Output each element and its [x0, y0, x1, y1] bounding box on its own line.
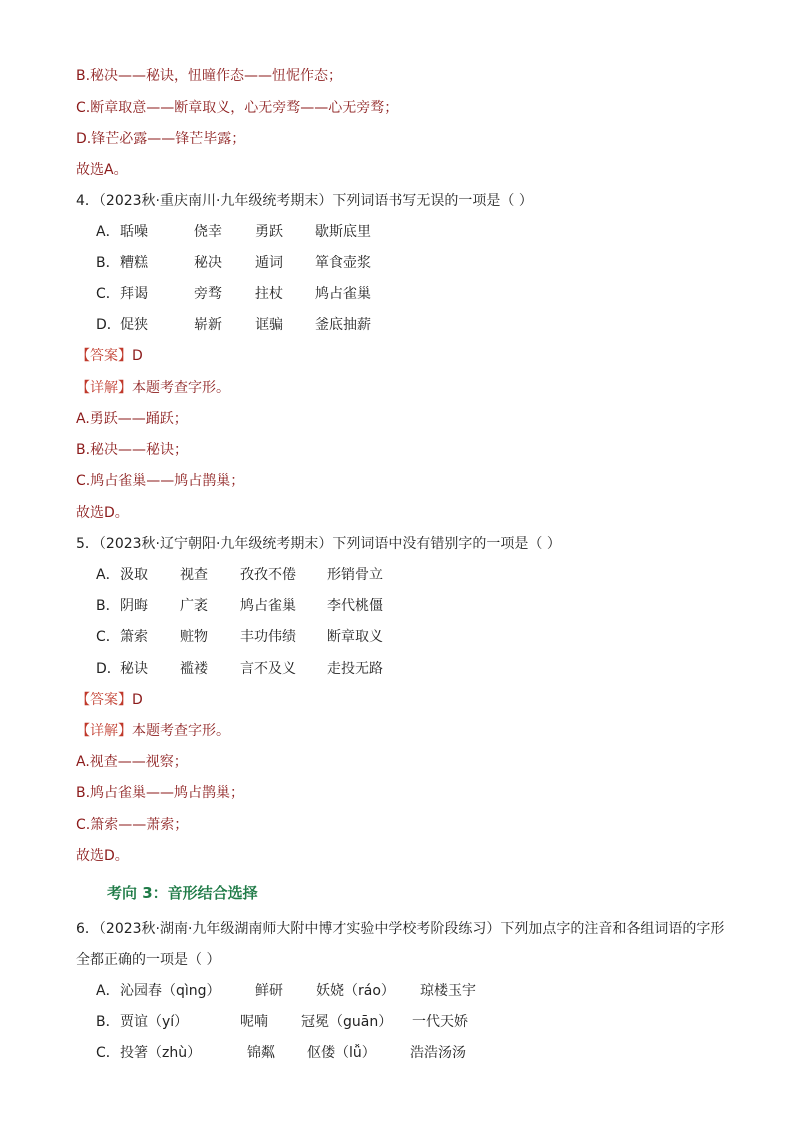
- answer-line: [76, 690, 143, 710]
- option-word: 丰功伟绩: [240, 629, 296, 645]
- option-word: 呢喃: [240, 1014, 268, 1030]
- explanation-line: C.箫索——萧索；: [76, 817, 189, 833]
- option-word: 浩浩汤汤: [410, 1045, 466, 1061]
- option-label: D．: [96, 317, 121, 333]
- option-word: 褴褛: [180, 661, 208, 677]
- option-word: 锦粼: [247, 1045, 275, 1061]
- option-label: A．: [96, 983, 120, 999]
- option-word: 秘决: [194, 255, 222, 271]
- option-word: 赃物: [180, 629, 208, 645]
- option-word: 聒噪: [120, 224, 148, 240]
- question-stem-continued: 全都正确的一项是（ ）: [76, 952, 221, 968]
- option-word: 伛偻（lǚ）: [307, 1045, 376, 1061]
- answer-line: [76, 346, 143, 366]
- explanation-line: C.断章取意——断章取义，心无旁骛——心无旁骛；: [76, 100, 399, 116]
- option-label: B．: [96, 1014, 120, 1030]
- option-word: 冠冕（guān）: [301, 1014, 393, 1030]
- detail-text: 本题考查字形。: [132, 723, 230, 739]
- option-label: C．: [96, 286, 120, 302]
- option-word: 琼楼玉宇: [420, 983, 476, 999]
- option-word: 贾谊（yí）: [120, 1014, 189, 1030]
- option-word: 拜谒: [120, 286, 148, 302]
- option-word: 广袤: [180, 598, 208, 614]
- option-word: 秘诀: [120, 661, 148, 677]
- detail-tag: 【详解】: [76, 380, 132, 396]
- explanation-line: A.勇跃——踊跃；: [76, 411, 188, 427]
- option-word: 李代桃僵: [327, 598, 383, 614]
- option-word: 鸠占雀巢: [315, 286, 371, 302]
- question-stem: 5．（2023秋·辽宁朝阳·九年级统考期末）下列词语中没有错别字的一项是（ ）: [76, 536, 561, 552]
- option-label: B．: [96, 598, 120, 614]
- option-word: 促狭: [120, 317, 148, 333]
- conclusion-line: 故选D。: [76, 505, 129, 521]
- answer-value: D: [132, 692, 143, 708]
- option-word: 视查: [180, 567, 208, 583]
- explanation-line: A.视查——视察；: [76, 754, 188, 770]
- explanation-line: C.鸠占雀巢——鸠占鹊巢；: [76, 473, 245, 489]
- option-word: 言不及义: [240, 661, 296, 677]
- option-word: 诓骗: [255, 317, 283, 333]
- conclusion-line: 故选D。: [76, 848, 129, 864]
- option-word: 断章取义: [327, 629, 383, 645]
- option-word: 妖娆（ráo）: [316, 983, 395, 999]
- option-word: 遁词: [255, 255, 283, 271]
- detail-text: 本题考查字形。: [132, 380, 230, 396]
- option-word: 旁骛: [194, 286, 222, 302]
- option-label: D．: [96, 661, 121, 677]
- explanation-line: B.秘决——秘诀；: [76, 442, 189, 458]
- question-stem: 6．（2023秋·湖南·九年级湖南师大附中博才实验中学校考阶段练习）下列加点字的注音和各组词语的字形: [76, 921, 725, 937]
- answer-tag: 【答案】: [76, 692, 132, 708]
- option-word: 歇斯底里: [315, 224, 371, 240]
- option-word: 釜底抽薪: [315, 317, 371, 333]
- conclusion-line: 故选A。: [76, 162, 128, 178]
- option-word: 走投无路: [327, 661, 383, 677]
- option-word: 箫索: [120, 629, 148, 645]
- option-word: 沁园春（qìng）: [120, 983, 221, 999]
- option-word: 投箸（zhù）: [120, 1045, 202, 1061]
- option-word: 鸠占雀巢: [240, 598, 296, 614]
- option-word: 拄杖: [255, 286, 283, 302]
- detail-line: [76, 378, 230, 398]
- option-word: 一代天娇: [412, 1014, 468, 1030]
- option-label: A．: [96, 567, 120, 583]
- explanation-line: B.鸠占雀巢——鸠占鹊巢；: [76, 785, 245, 801]
- option-word: 鲜研: [255, 983, 283, 999]
- option-word: 侥幸: [194, 224, 222, 240]
- option-word: 糟糕: [120, 255, 148, 271]
- section-heading: 考向 3：音形结合选择: [107, 884, 258, 902]
- option-word: 崭新: [194, 317, 222, 333]
- explanation-line: B.秘决——秘诀，忸曈作态——忸怩作态；: [76, 68, 343, 84]
- option-word: 阴晦: [120, 598, 148, 614]
- option-label: C．: [96, 629, 120, 645]
- option-label: C．: [96, 1045, 120, 1061]
- option-word: 箪食壶浆: [315, 255, 371, 271]
- option-word: 勇跃: [255, 224, 283, 240]
- option-word: 孜孜不倦: [240, 567, 296, 583]
- option-label: B．: [96, 255, 120, 271]
- explanation-line: D.锋芒必露——锋芒毕露；: [76, 131, 246, 147]
- detail-line: [76, 721, 230, 741]
- option-label: A．: [96, 224, 120, 240]
- option-word: 汲取: [120, 567, 148, 583]
- option-word: 形销骨立: [327, 567, 383, 583]
- answer-tag: 【答案】: [76, 348, 132, 364]
- question-stem: 4．（2023秋·重庆南川·九年级统考期末）下列词语书写无误的一项是（ ）: [76, 193, 533, 209]
- detail-tag: 【详解】: [76, 723, 132, 739]
- answer-value: D: [132, 348, 143, 364]
